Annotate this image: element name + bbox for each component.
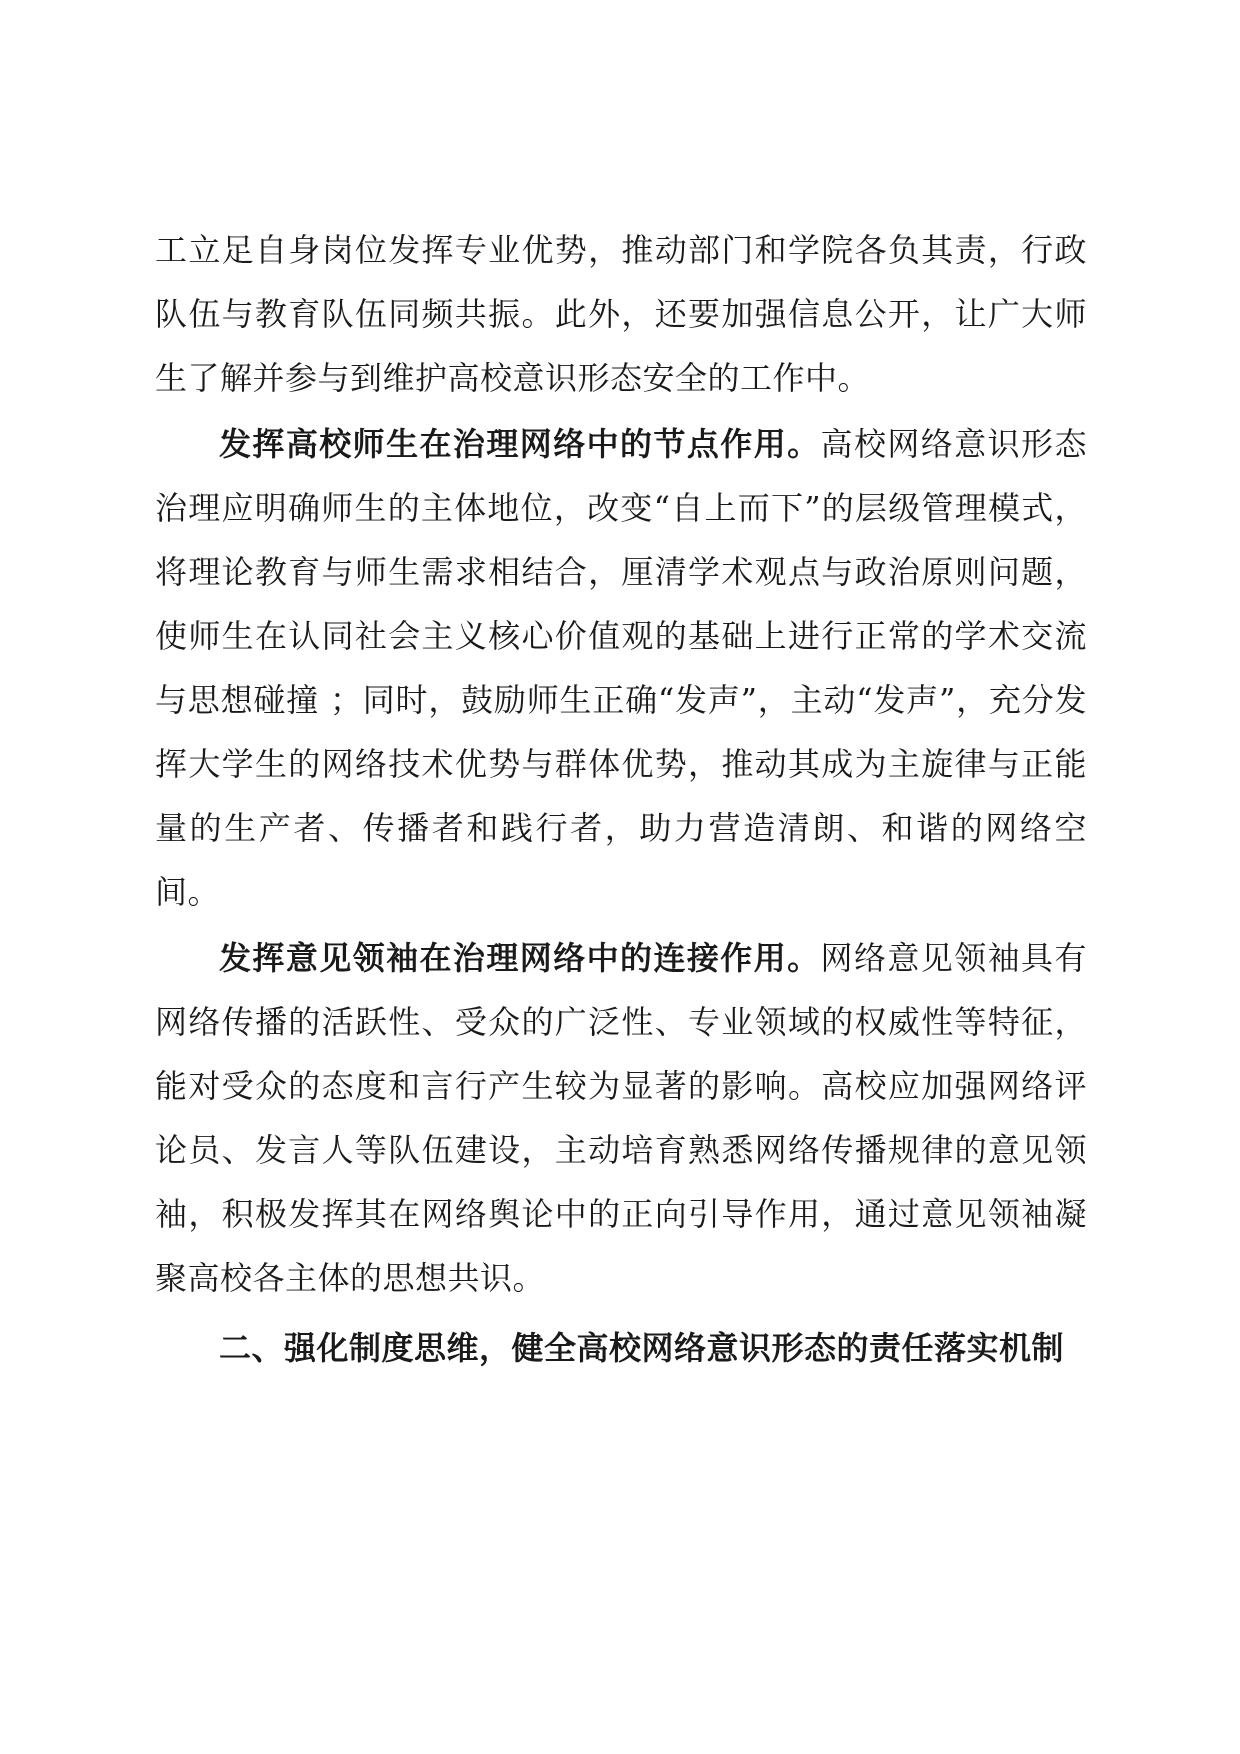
paragraph-text: 工立足自身岗位发挥专业优势，推动部门和学院各负其责，行政队伍与教育队伍同频共振。此外，还要加强信息公开，让广大师生了解并参与到维护高校意识形态安全的工作中。 — [155, 231, 1087, 397]
paragraph-continuation — [155, 218, 1087, 410]
section-heading: 二、强化制度思维，健全高校网络意识形态的责任落实机制 — [219, 1329, 1065, 1367]
paragraph-lead-sentence: 发挥意见领袖在治理网络中的连接作用。 — [219, 939, 821, 977]
paragraph-opinion-leader-connection — [155, 926, 1087, 1310]
paragraph-teacher-student-node — [155, 412, 1087, 924]
paragraph-lead-sentence: 发挥高校师生在治理网络中的节点作用。 — [219, 425, 821, 463]
paragraph-text: 高校网络意识形态治理应明确师生的主体地位，改变“自上而下”的层级管理模式，将理论教育与师生需求相结合，厘清学术观点与政治原则问题，使师生在认同社会主义核心价值观的基础上进行正常的学术交流与思想碰撞 ；同时，鼓励师生正确“发声”，主动“发声”，充分发挥大学生的网络技术优势与群体优势，推动其成为主旋律与正能量的生产者、传播者和践行者，助力营造清朗、和谐的网络空间。 — [155, 425, 1087, 911]
paragraph-text: 网络意见领袖具有网络传播的活跃性、受众的广泛性、专业领域的权威性等特征，能对受众的态度和言行产生较为显著的影响。高校应加强网络评论员、发言人等队伍建设，主动培育熟悉网络传播规律的意见领袖，积极发挥其在网络舆论中的正向引导作用，通过意见领袖凝聚高校各主体的思想共识。 — [155, 939, 1087, 1297]
document-body — [155, 218, 1087, 1380]
